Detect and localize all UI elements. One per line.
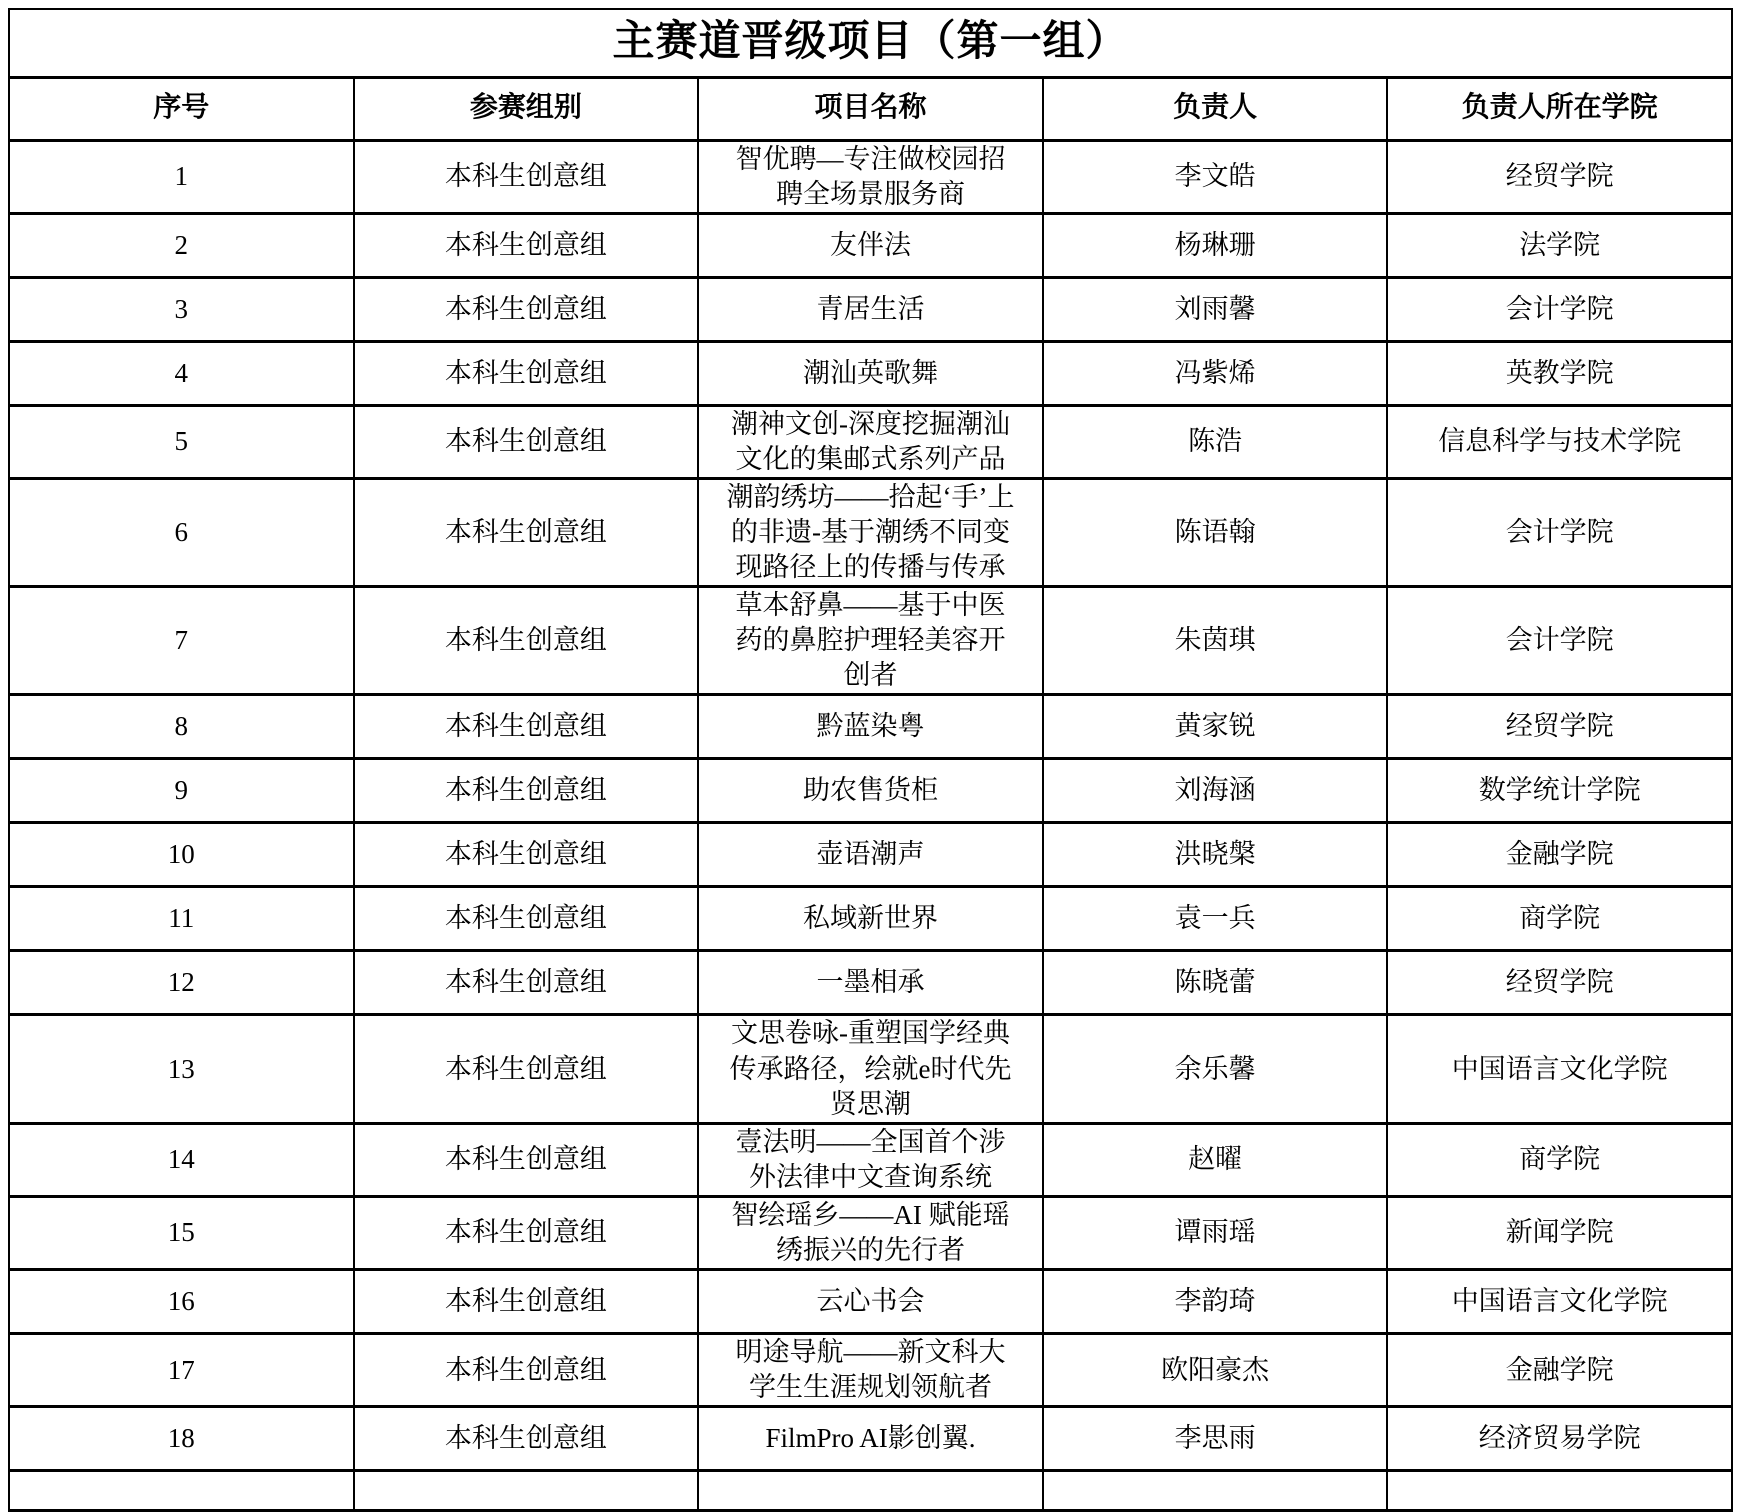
row-number-cell: 1 <box>9 140 354 213</box>
project-name-cell: 草本舒鼻——基于中医药的鼻腔护理轻美容开创者 <box>698 587 1043 695</box>
project-name-cell: 潮神文创-深度挖掘潮汕文化的集邮式系列产品 <box>698 405 1043 478</box>
project-name-cell: 云心书会 <box>698 1270 1043 1334</box>
group-cell: 本科生创意组 <box>354 759 699 823</box>
row-number-cell: 5 <box>9 405 354 478</box>
leader-cell: 杨琳珊 <box>1043 213 1388 277</box>
college-cell: 会计学院 <box>1387 587 1732 695</box>
leader-cell: 黄家锐 <box>1043 695 1388 759</box>
table-row <box>9 759 1732 823</box>
group-cell: 本科生创意组 <box>354 951 699 1015</box>
row-number-cell: 11 <box>9 887 354 951</box>
project-name-cell: 一墨相承 <box>698 951 1043 1015</box>
table-row <box>9 1270 1732 1334</box>
leader-cell: 洪晓槃 <box>1043 823 1388 887</box>
group-cell: 本科生创意组 <box>354 823 699 887</box>
table-row <box>9 1334 1732 1407</box>
column-header-group: 参赛组别 <box>354 77 699 140</box>
empty-cell <box>698 1471 1043 1511</box>
project-name-cell: 友伴法 <box>698 213 1043 277</box>
table-row <box>9 1015 1732 1123</box>
table-row <box>9 951 1732 1015</box>
row-number-cell: 14 <box>9 1123 354 1196</box>
group-cell: 本科生创意组 <box>354 887 699 951</box>
project-name-cell: 助农售货柜 <box>698 759 1043 823</box>
leader-cell: 余乐馨 <box>1043 1015 1388 1123</box>
table-row <box>9 1123 1732 1196</box>
project-name-cell: 潮韵绣坊——拾起‘手’上的非遗-基于潮绣不同变现路径上的传播与传承 <box>698 478 1043 586</box>
document <box>8 8 1733 1512</box>
table-row <box>9 1196 1732 1269</box>
table-row <box>9 1407 1732 1471</box>
page-title: 主赛道晋级项目（第一组） <box>9 9 1732 77</box>
row-number-cell: 13 <box>9 1015 354 1123</box>
table-row <box>9 587 1732 695</box>
row-number-cell: 16 <box>9 1270 354 1334</box>
table-row <box>9 213 1732 277</box>
row-number-cell: 12 <box>9 951 354 1015</box>
row-number-cell: 4 <box>9 341 354 405</box>
table-row <box>9 478 1732 586</box>
project-name-cell: 壶语潮声 <box>698 823 1043 887</box>
leader-cell: 李韵琦 <box>1043 1270 1388 1334</box>
project-name-cell: 青居生活 <box>698 277 1043 341</box>
column-header-index: 序号 <box>9 77 354 140</box>
row-number-cell: 15 <box>9 1196 354 1269</box>
project-name-cell: 智优聘—专注做校园招聘全场景服务商 <box>698 140 1043 213</box>
college-cell: 数学统计学院 <box>1387 759 1732 823</box>
promotion-table <box>8 8 1733 1512</box>
table-row <box>9 887 1732 951</box>
college-cell: 法学院 <box>1387 213 1732 277</box>
table-row <box>9 695 1732 759</box>
row-number-cell: 9 <box>9 759 354 823</box>
group-cell: 本科生创意组 <box>354 478 699 586</box>
project-name-cell: 私域新世界 <box>698 887 1043 951</box>
empty-cell <box>354 1471 699 1511</box>
leader-cell: 李思雨 <box>1043 1407 1388 1471</box>
project-name-cell: 黔蓝染粤 <box>698 695 1043 759</box>
row-number-cell: 17 <box>9 1334 354 1407</box>
project-name-cell: 明途导航——新文科大学生生涯规划领航者 <box>698 1334 1043 1407</box>
group-cell: 本科生创意组 <box>354 1407 699 1471</box>
project-name-cell: 文思卷咏-重塑国学经典传承路径，绘就e时代先贤思潮 <box>698 1015 1043 1123</box>
empty-cell <box>1043 1471 1388 1511</box>
leader-cell: 朱茵琪 <box>1043 587 1388 695</box>
college-cell: 商学院 <box>1387 887 1732 951</box>
group-cell: 本科生创意组 <box>354 587 699 695</box>
group-cell: 本科生创意组 <box>354 405 699 478</box>
table-row <box>9 823 1732 887</box>
college-cell: 经济贸易学院 <box>1387 1407 1732 1471</box>
college-cell: 会计学院 <box>1387 277 1732 341</box>
group-cell: 本科生创意组 <box>354 1015 699 1123</box>
college-cell: 新闻学院 <box>1387 1196 1732 1269</box>
college-cell: 商学院 <box>1387 1123 1732 1196</box>
leader-cell: 陈晓蕾 <box>1043 951 1388 1015</box>
group-cell: 本科生创意组 <box>354 213 699 277</box>
project-name-cell: 潮汕英歌舞 <box>698 341 1043 405</box>
column-header-college: 负责人所在学院 <box>1387 77 1732 140</box>
college-cell: 金融学院 <box>1387 1334 1732 1407</box>
college-cell: 会计学院 <box>1387 478 1732 586</box>
leader-cell: 陈语翰 <box>1043 478 1388 586</box>
row-number-cell: 6 <box>9 478 354 586</box>
leader-cell: 谭雨瑶 <box>1043 1196 1388 1269</box>
college-cell: 经贸学院 <box>1387 951 1732 1015</box>
project-name-cell: 智绘瑶乡——AI 赋能瑶绣振兴的先行者 <box>698 1196 1043 1269</box>
group-cell: 本科生创意组 <box>354 140 699 213</box>
project-name-cell: 壹法明——全国首个涉外法律中文查询系统 <box>698 1123 1043 1196</box>
group-cell: 本科生创意组 <box>354 1123 699 1196</box>
leader-cell: 陈浩 <box>1043 405 1388 478</box>
leader-cell: 赵曜 <box>1043 1123 1388 1196</box>
header-row <box>9 77 1732 140</box>
row-number-cell: 8 <box>9 695 354 759</box>
leader-cell: 李文皓 <box>1043 140 1388 213</box>
table-row <box>9 140 1732 213</box>
group-cell: 本科生创意组 <box>354 1196 699 1269</box>
empty-cell <box>1387 1471 1732 1511</box>
college-cell: 中国语言文化学院 <box>1387 1015 1732 1123</box>
leader-cell: 冯紫烯 <box>1043 341 1388 405</box>
row-number-cell: 18 <box>9 1407 354 1471</box>
leader-cell: 刘海涵 <box>1043 759 1388 823</box>
table-body <box>9 140 1732 1511</box>
table-row <box>9 341 1732 405</box>
group-cell: 本科生创意组 <box>354 341 699 405</box>
column-header-leader: 负责人 <box>1043 77 1388 140</box>
title-row <box>9 9 1732 77</box>
leader-cell: 刘雨馨 <box>1043 277 1388 341</box>
table-row <box>9 277 1732 341</box>
column-header-project: 项目名称 <box>698 77 1043 140</box>
group-cell: 本科生创意组 <box>354 1334 699 1407</box>
college-cell: 信息科学与技术学院 <box>1387 405 1732 478</box>
partial-row <box>9 1471 1732 1511</box>
table-row <box>9 405 1732 478</box>
group-cell: 本科生创意组 <box>354 695 699 759</box>
empty-cell <box>9 1471 354 1511</box>
row-number-cell: 7 <box>9 587 354 695</box>
college-cell: 经贸学院 <box>1387 140 1732 213</box>
group-cell: 本科生创意组 <box>354 277 699 341</box>
leader-cell: 袁一兵 <box>1043 887 1388 951</box>
row-number-cell: 2 <box>9 213 354 277</box>
row-number-cell: 3 <box>9 277 354 341</box>
college-cell: 经贸学院 <box>1387 695 1732 759</box>
row-number-cell: 10 <box>9 823 354 887</box>
group-cell: 本科生创意组 <box>354 1270 699 1334</box>
college-cell: 英教学院 <box>1387 341 1732 405</box>
leader-cell: 欧阳豪杰 <box>1043 1334 1388 1407</box>
college-cell: 中国语言文化学院 <box>1387 1270 1732 1334</box>
project-name-cell: FilmPro AI影创翼. <box>698 1407 1043 1471</box>
college-cell: 金融学院 <box>1387 823 1732 887</box>
